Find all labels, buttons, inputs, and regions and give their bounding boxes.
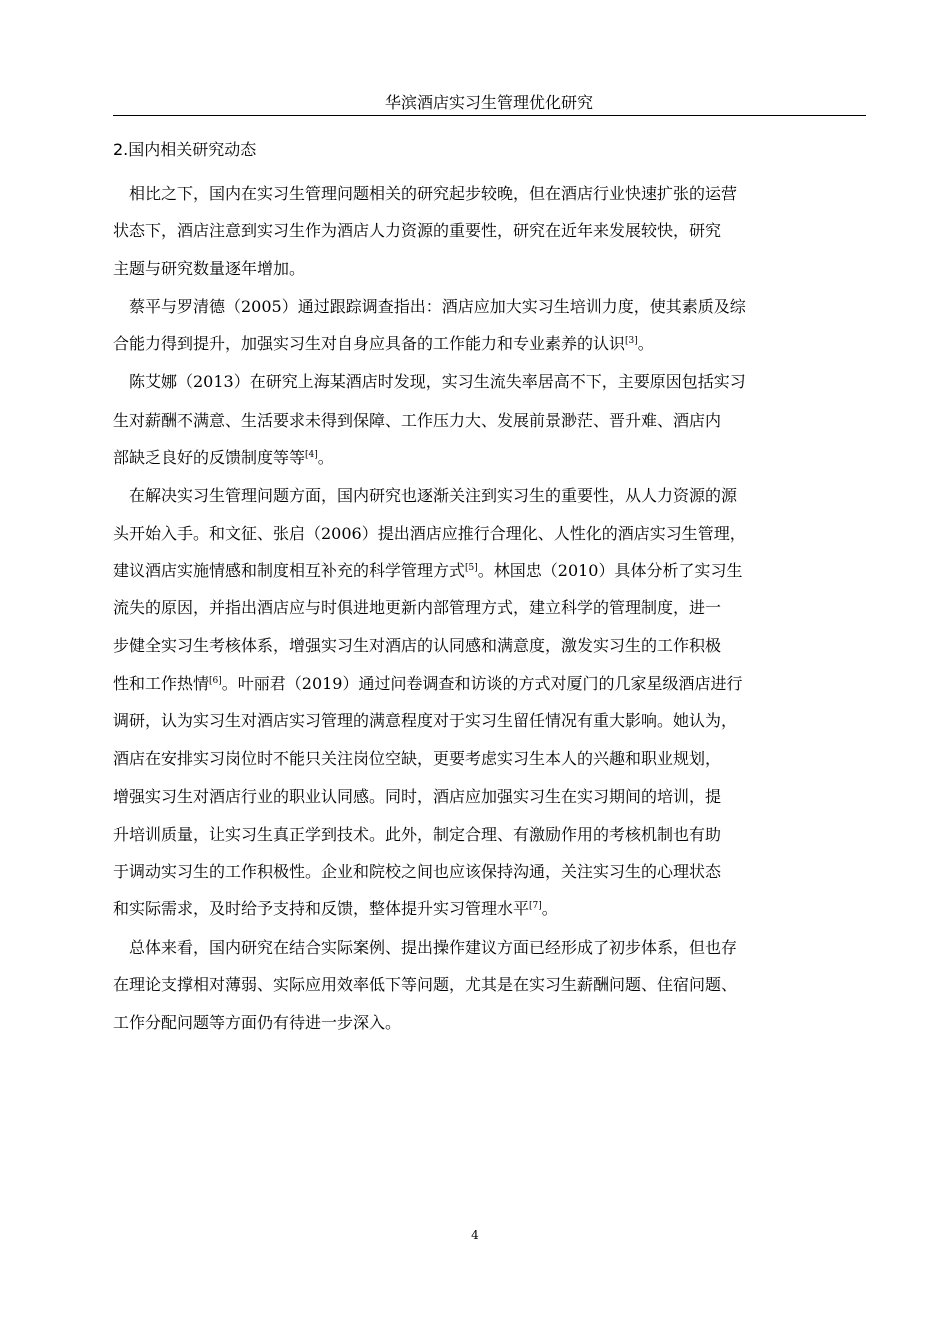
body-line-text: 和实际需求，及时给予支持和反馈，整体提升实习管理水平	[113, 899, 530, 918]
body-line-text: 在解决实习生管理问题方面，国内研究也逐渐关注到实习生的重要性，从人力资源的源	[129, 486, 738, 505]
running-header: 华滨酒店实习生管理优化研究	[384, 93, 593, 112]
body-line-text: 蔡平与罗清德（2005）通过跟踪调查指出：酒店应加大实习生培训力度，使其素质及综	[129, 297, 746, 316]
body-line-text: 于调动实习生的工作积极性。企业和院校之间也应该保持沟通，关注实习生的心理状态	[113, 862, 722, 881]
body-line-text: 相比之下，国内在实习生管理问题相关的研究起步较晚，但在酒店行业快速扩张的运营	[129, 184, 738, 203]
body-line	[113, 560, 873, 582]
body-line	[113, 296, 889, 318]
citation-ref: [5]	[465, 563, 478, 573]
body-line	[113, 523, 873, 545]
body-line-tail: 。	[541, 899, 558, 918]
body-line	[113, 371, 889, 393]
body-line	[113, 710, 873, 732]
body-line-text: 性和工作热情	[113, 674, 210, 693]
body-line	[113, 635, 873, 657]
body-line	[113, 220, 873, 242]
body-line	[113, 898, 873, 920]
body-line-text: 工作分配问题等方面仍有待进一步深入。	[113, 1013, 402, 1032]
body-line-tail: 。	[317, 448, 334, 467]
body-line-text: 陈艾娜（2013）在研究上海某酒店时发现，实习生流失率居高不下，主要原因包括实习	[129, 372, 746, 391]
body-line	[113, 673, 873, 695]
body-line-text: 状态下，酒店注意到实习生作为酒店人力资源的重要性，研究在近年来发展较快，研究	[113, 221, 722, 240]
body-line	[113, 447, 873, 469]
citation-ref: [4]	[305, 450, 318, 460]
body-line-text: 总体来看，国内研究在结合实际案例、提出操作建议方面已经形成了初步体系，但也存	[129, 938, 738, 957]
body-line-text: 生对薪酬不满意、生活要求未得到保障、工作压力大、发展前景渺茫、晋升难、酒店内	[113, 411, 722, 430]
body-line	[113, 1012, 873, 1034]
body-line-text: 酒店在安排实习岗位时不能只关注岗位空缺，更要考虑实习生本人的兴趣和职业规划，	[113, 749, 722, 768]
body-line-text: 步健全实习生考核体系，增强实习生对酒店的认同感和满意度，激发实习生的工作积极	[113, 636, 722, 655]
body-line	[113, 786, 873, 808]
body-line-tail: 。林国忠（2010）具体分析了实习生	[477, 561, 743, 580]
body-line-text: 合能力得到提升，加强实习生对自身应具备的工作能力和专业素养的认识	[113, 334, 626, 353]
citation-ref: [7]	[529, 901, 542, 911]
body-line	[113, 974, 873, 996]
body-line	[113, 748, 873, 770]
section-heading: 2.国内相关研究动态	[113, 140, 257, 159]
body-line-tail: 。叶丽君（2019）通过问卷调查和访谈的方式对厦门的几家星级酒店进行	[221, 674, 743, 693]
body-line-tail: 。	[637, 334, 654, 353]
body-line	[113, 183, 889, 205]
body-line-text: 建议酒店实施情感和制度相互补充的科学管理方式	[113, 561, 466, 580]
body-line-text: 主题与研究数量逐年增加。	[113, 259, 306, 278]
body-line	[113, 597, 873, 619]
body-line-text: 流失的原因，并指出酒店应与时俱进地更新内部管理方式，建立科学的管理制度，进一	[113, 598, 722, 617]
body-line-text: 在理论支撑相对薄弱、实际应用效率低下等问题，尤其是在实习生薪酬问题、住宿问题、	[113, 975, 738, 994]
body-line-text: 增强实习生对酒店行业的职业认同感。同时，酒店应加强实习生在实习期间的培训，提	[113, 787, 722, 806]
body-line-text: 升培训质量，让实习生真正学到技术。此外，制定合理、有激励作用的考核机制也有助	[113, 825, 722, 844]
citation-ref: [6]	[209, 676, 222, 686]
body-line-text: 调研，认为实习生对酒店实习管理的满意程度对于实习生留任情况有重大影响。她认为，	[113, 711, 738, 730]
body-line	[113, 410, 873, 432]
body-line	[113, 824, 873, 846]
body-line	[113, 485, 889, 507]
header-rule	[113, 115, 866, 116]
body-line	[113, 333, 873, 355]
body-line	[113, 937, 889, 959]
citation-ref: [3]	[625, 336, 638, 346]
body-line	[113, 861, 873, 883]
body-line-text: 头开始入手。和文征、张启（2006）提出酒店应推行合理化、人性化的酒店实习生管理，	[113, 524, 746, 543]
body-line-text: 部缺乏良好的反馈制度等等	[113, 448, 306, 467]
body-line	[113, 258, 873, 280]
page-number: 4	[471, 1228, 479, 1242]
